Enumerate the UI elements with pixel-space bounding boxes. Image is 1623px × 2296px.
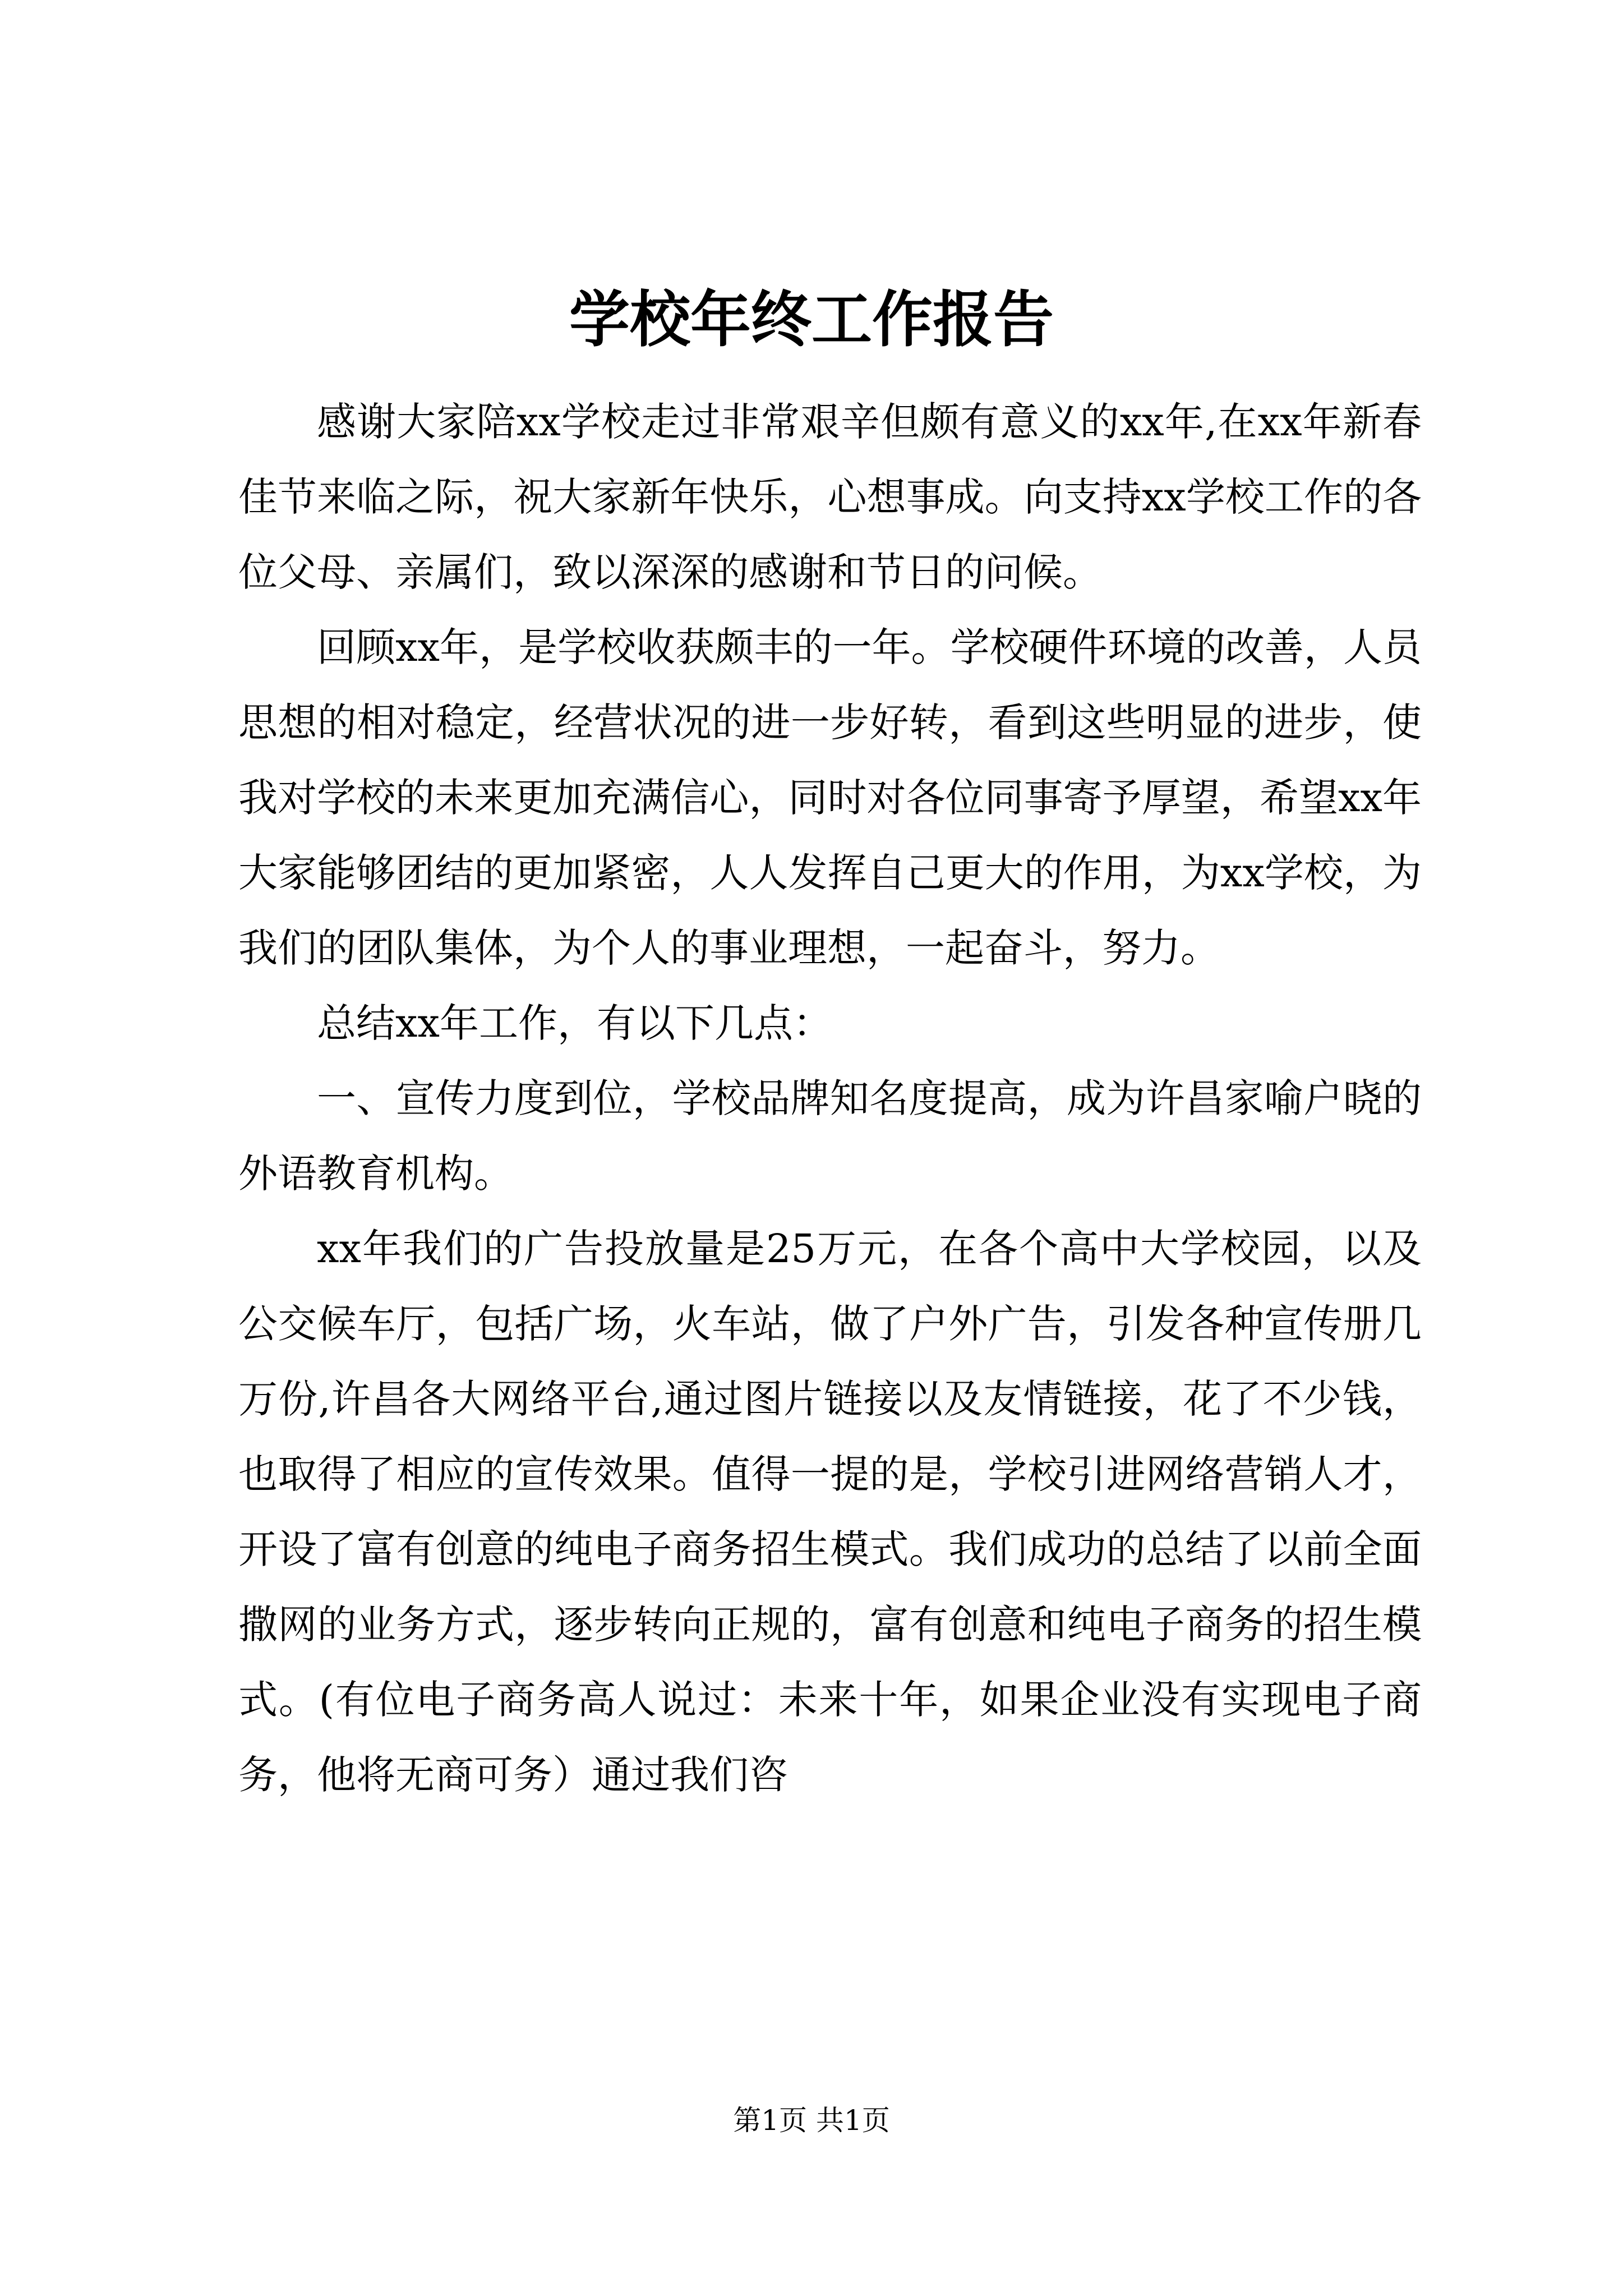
paragraph-5: xx年我们的广告投放量是25万元，在各个高中大学校园，以及公交候车厅，包括广场，火车站，做了户外广告，引发各种宣传册几万份,许昌各大网络平台,通过图片链接以及友情链接，花了不少钱，也取得了相应的宣传效果。值得一提的是，学校引进网络营销人才，开设了富有创意的纯电子商务招生模式。我们成功的总结了以前全面撒网的业务方式，逐步转向正规的，富有创意和纯电子商务的招生模式。(有位电子商务高人说过：未来十年，如果企业没有实现电子商务，他将无商可务）通过我们咨: [238, 1226, 1422, 1798]
paragraph-4: 一、宣传力度到位，学校品牌知名度提高，成为许昌家喻户晓的外语教育机构。: [238, 1075, 1422, 1197]
document-body: [238, 384, 1422, 1812]
paragraph-2: 回顾xx年，是学校收获颇丰的一年。学校硬件环境的改善，人员思想的相对稳定，经营状况的进一步好转，看到这些明显的进步，使我对学校的未来更加充满信心，同时对各位同事寄予厚望，希望xx年大家能够团结的更加紧密，人人发挥自己更大的作用，为xx学校，为我们的团队集体，为个人的事业理想，一起奋斗，努力。: [238, 624, 1422, 971]
document-title: 学校年终工作报告: [569, 284, 1054, 355]
paragraph-1: 感谢大家陪xx学校走过非常艰辛但颇有意义的xx年,在xx年新春佳节来临之际，祝大家新年快乐，心想事成。向支持xx学校工作的各位父母、亲属们，致以深深的感谢和节日的问候。: [238, 399, 1422, 595]
paragraph-3: 总结xx年工作，有以下几点：: [317, 1000, 832, 1046]
page-number-footer: 第1页 共1页: [733, 2104, 890, 2137]
